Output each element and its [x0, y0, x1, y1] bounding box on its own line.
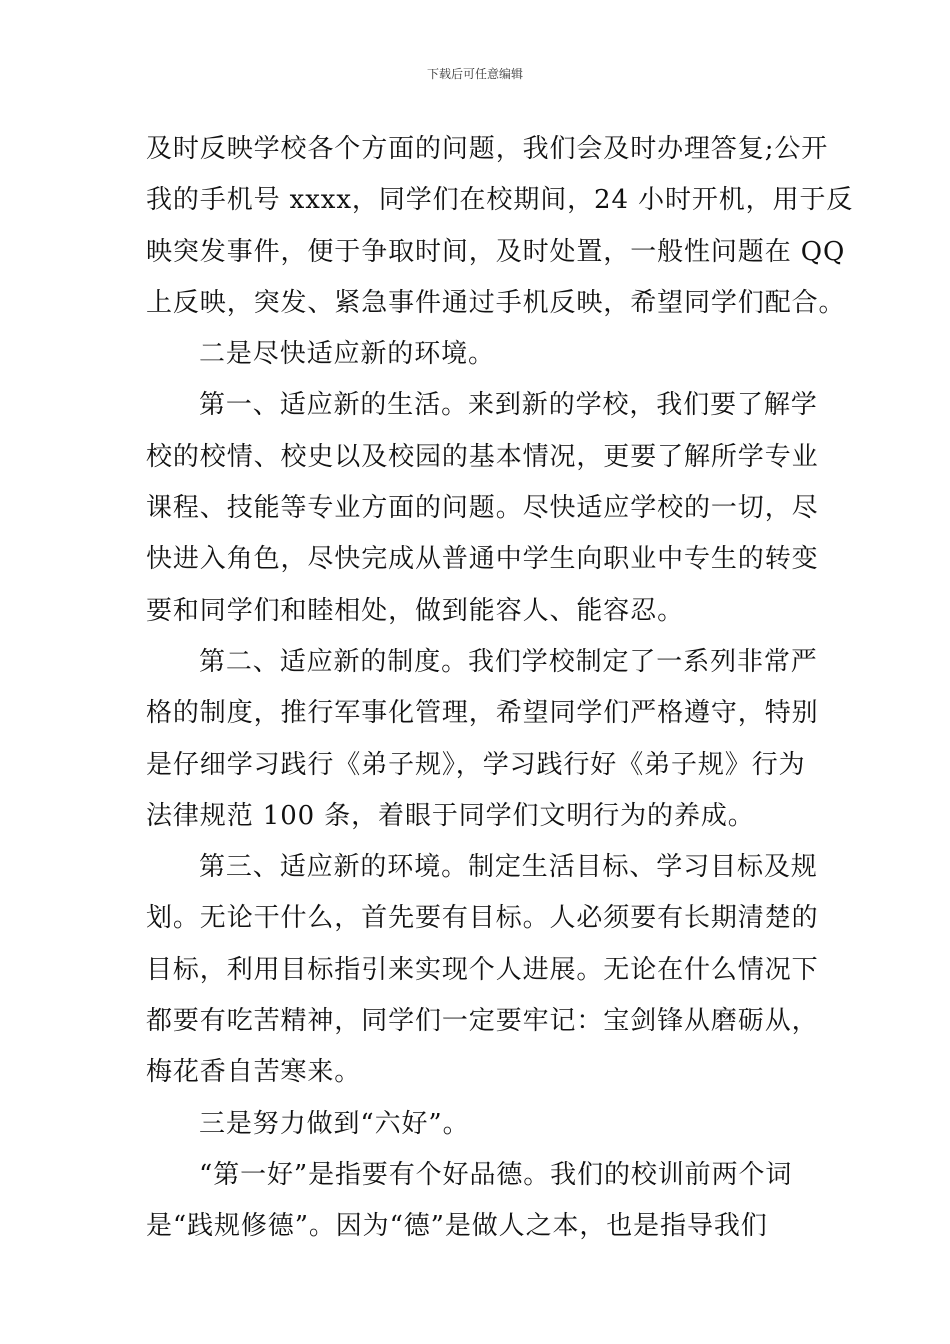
text-line: 要和同学们和睦相处，做到能容人、能容忍。	[146, 595, 685, 626]
text-line: 课程、技能等专业方面的问题。尽快适应学校的一切，尽	[146, 493, 819, 524]
text-line: 是仔细学习践行《弟子规》，学习践行好《弟子规》行为	[146, 749, 806, 780]
text-line: 上反映，突发、紧急事件通过手机反映，希望同学们配合。	[146, 287, 846, 318]
text-line: 目标，利用目标指引来实现个人进展。无论在什么情况下	[146, 954, 819, 985]
paragraph-start: “第一好”是指要有个好品德。我们的校训前两个词	[199, 1159, 793, 1190]
text-line: 法律规范 100 条，着眼于同学们文明行为的养成。	[146, 800, 755, 831]
paragraph-start: 第三、适应新的环境。制定生活目标、学习目标及规	[199, 852, 818, 883]
paragraph-start: 第二、适应新的制度。我们学校制定了一系列非常严	[199, 646, 818, 677]
paragraph-start: 第一、适应新的生活。来到新的学校，我们要了解学	[199, 390, 818, 421]
page-header: 下载后可任意编辑	[426, 67, 523, 81]
text-line: 格的制度，推行军事化管理，希望同学们严格遵守，特别	[146, 698, 819, 729]
section-heading: 二是尽快适应新的环境。	[199, 339, 495, 370]
text-line: 校的校情、校史以及校园的基本情况，更要了解所学专业	[146, 441, 819, 472]
text-line: 划。无论干什么，首先要有目标。人必须要有长期清楚的	[146, 903, 819, 934]
text-line: 映突发事件，便于争取时间，及时处置，一般性问题在 QQ	[146, 236, 846, 267]
text-line: 梅花香自苦寒来。	[146, 1057, 362, 1088]
document-body	[146, 124, 854, 1253]
text-line: 我的手机号 xxxx，同学们在校期间，24 小时开机，用于反	[146, 185, 854, 216]
text-line: 及时反映学校各个方面的问题，我们会及时办理答复;公开	[146, 134, 829, 164]
section-heading: 三是努力做到“六好”。	[199, 1108, 470, 1139]
text-line: 都要有吃苦精神，同学们一定要牢记：宝剑锋从磨砺从，	[146, 1006, 819, 1037]
text-line: 快进入角色，尽快完成从普通中学生向职业中专生的转变	[146, 544, 819, 575]
text-line: 是“践规修德”。因为“德”是做人之本，也是指导我们	[146, 1211, 768, 1242]
